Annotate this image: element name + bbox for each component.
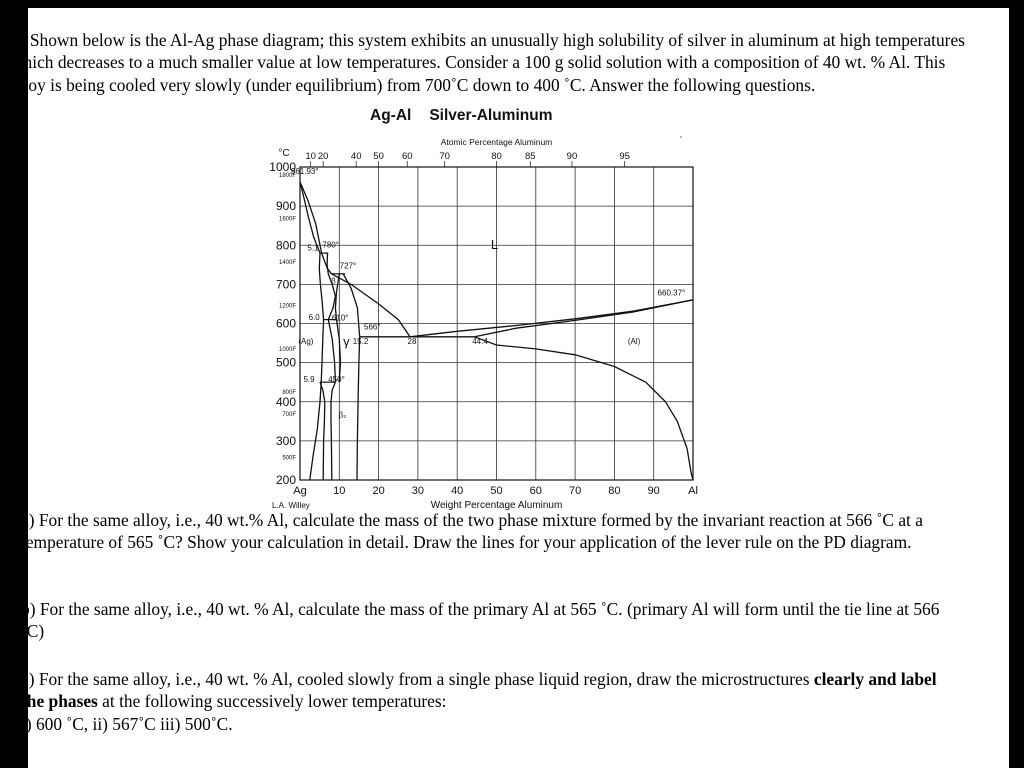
top-axis-title: Atomic Percentage Aluminum — [440, 137, 553, 147]
diagram-annotation: 44.4 — [472, 336, 488, 346]
question-intro: 4) Shown below is the Al-Ag phase diagram; this system exhibits an unusually high solubility of silver in aluminum at high temperatures which decreases to a much smaller value at low temperatures. Consider a 100 g solid solution with a composition of 40 wt. % Al. This alloy is being cooled very slowly (under equilibrium) from 700˚C down to 400 ˚C. Answer the following questions. — [11, 30, 965, 95]
diagram-annotation: γ — [343, 334, 350, 350]
x-axis-title: Weight Percentage Aluminum — [430, 500, 563, 511]
curve-gamma-right — [343, 274, 360, 480]
diagram-annotation: 727° — [339, 261, 357, 271]
diagram-annotation: 5.9 — [303, 375, 315, 385]
diagram-annotation: 566° — [364, 322, 381, 332]
y-tick-label-f: 1800F — [278, 173, 296, 180]
curve-beta-left-boundary — [319, 253, 323, 320]
y-tick-label: 600 — [275, 316, 296, 331]
top-tick-label: 50 — [373, 151, 384, 162]
diagram-annotation: 610° — [331, 313, 349, 323]
curve-liquidus-al-side — [410, 300, 693, 337]
y-tick-label: 800 — [275, 238, 296, 253]
x-tick-label: 40 — [451, 485, 464, 497]
y-tick-label: 1000 — [269, 160, 296, 174]
y-tick-label: 500 — [275, 355, 296, 370]
y-tick-label: 300 — [275, 433, 296, 448]
diagram-annotation: (Al) — [627, 336, 641, 346]
question-c — [21, 668, 951, 735]
top-tick-label: 70 — [439, 151, 450, 162]
top-tick-label: 85 — [525, 151, 536, 162]
diagram-annotation: β — [331, 276, 336, 286]
y-tick-label: 400 — [275, 394, 296, 409]
curve-beta-right-boundary — [327, 253, 335, 320]
y-tick-label-f: 1200F — [278, 303, 296, 310]
diagram-annotation: 28 — [407, 336, 417, 346]
y-tick-label: 200 — [275, 473, 296, 487]
diagram-annotation: L — [490, 237, 499, 253]
top-tick-label: 60 — [401, 151, 413, 162]
y-tick-label-f: 800F — [282, 390, 296, 397]
top-tick-label: 95 — [619, 151, 630, 162]
y-tick-label: 700 — [275, 277, 296, 292]
y-tick-label-f: 1400F — [278, 259, 296, 266]
x-tick-label: 20 — [372, 485, 385, 497]
y-axis-unit-label: °C — [278, 148, 290, 159]
question-c-lead: c) For the same alloy, i.e., 40 wt. % Al, cooled slowly from a single phase liquid region, draw the microstructures — [21, 669, 814, 689]
x-tick-label: 90 — [647, 485, 660, 497]
diagram-annotation: 961.93° — [290, 167, 319, 177]
x-tick-label: Ag — [293, 485, 307, 497]
x-tick-label: 10 — [333, 485, 346, 497]
diagram-annotation: 660.37° — [657, 288, 686, 298]
curve-al-solubility — [475, 337, 694, 480]
question-c-tail: at the following successively lower temperatures: — [97, 691, 447, 712]
x-tick-label: 50 — [490, 485, 503, 497]
diagram-annotation: β₂ — [338, 410, 347, 420]
top-tick-label: 80 — [491, 151, 502, 162]
top-tick-label: 90 — [566, 151, 578, 162]
x-tick-label: 60 — [529, 485, 542, 497]
question-b: b) For the same alloy, i.e., 40 wt. % Al, calculate the mass of the primary Al at 565 ˚C. (primary Al will form until the tie line at 566 ˚C) — [21, 599, 940, 642]
diagram-credit: L.A. Willey — [272, 501, 310, 510]
question-c-items: i) 600 ˚C, ii) 567˚C iii) 500˚C. — [21, 713, 233, 734]
diagram-annotation: (Ag) — [298, 336, 314, 346]
curve-solidus-ag-side — [300, 182, 320, 253]
diagram-title-name: Silver-Aluminum — [429, 107, 553, 124]
curve-beta2-right — [331, 382, 335, 480]
top-tick-label: 10 — [305, 151, 316, 162]
stray-mark — [680, 136, 682, 138]
curve-gamma-left-2 — [335, 274, 340, 382]
curve-gamma-left-1 — [328, 320, 335, 383]
top-tick-label: 40 — [350, 151, 362, 162]
question-a: a) For the same alloy, i.e., 40 wt.% Al, calculate the mass of the two phase mixture formed by the invariant reaction at 566 ˚C at a temperature of 565 ˚C? Show your calculation in detail. Draw the lines for your application of the lever rule on the PD diagram. — [21, 510, 923, 553]
top-tick-label: 20 — [317, 151, 329, 162]
y-tick-label: 900 — [275, 199, 296, 214]
diagram-annotation: 15.2 — [352, 336, 369, 346]
x-tick-label: Al — [688, 485, 698, 497]
question-c-bold: clearly and label the phases — [21, 669, 937, 712]
x-tick-label: 80 — [608, 485, 621, 497]
x-tick-label: 30 — [411, 485, 425, 497]
diagram-annotation: 780° — [322, 240, 339, 250]
diagram-annotation: 6.0 — [308, 312, 320, 322]
y-tick-label-f: 1600F — [278, 216, 296, 223]
y-tick-label-f: 700F — [282, 412, 296, 419]
y-tick-label-f: 500F — [282, 455, 296, 462]
diagram-annotation: 5.1 — [307, 243, 319, 253]
diagram-title-system: Ag-Al — [370, 107, 412, 124]
diagram-annotation: 450° — [328, 375, 345, 385]
x-tick-label: 70 — [568, 485, 582, 497]
y-tick-label-f: 1000F — [278, 346, 296, 353]
